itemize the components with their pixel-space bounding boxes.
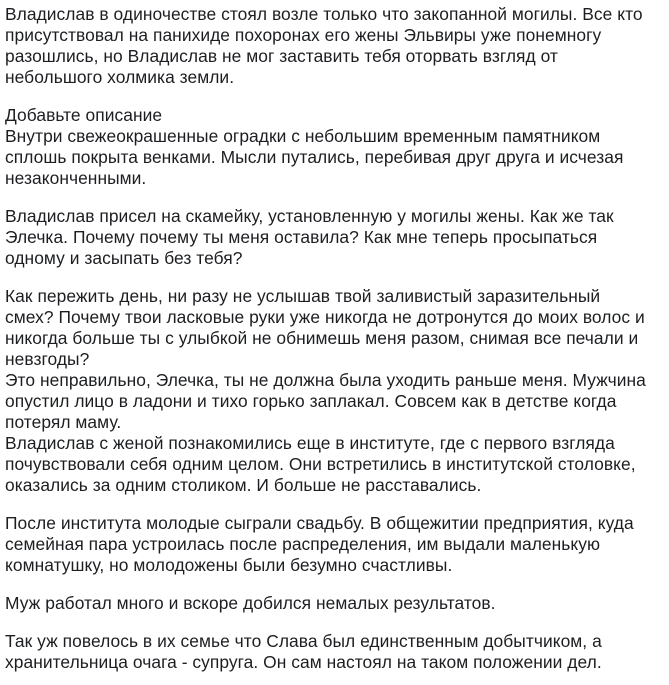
paragraph-1 [5,4,667,88]
text-line: Владислав присел на скамейку, установленную у могилы жены. Как же так [5,206,614,226]
paragraph-5 [5,513,667,576]
image-caption-placeholder[interactable]: Добавьте описание [5,105,163,125]
document-body [5,4,667,673]
text-line: Муж работал много и вскоре добился немалых результатов. [5,593,496,613]
text-line: почувствовали себя одним целом. Они встретились в институтской столовке, [5,454,636,474]
text-line: После института молодые сыграли свадьбу. В общежитии предприятия, куда [5,513,634,533]
text-line: семейная пара устроилась после распределения, им выдали маленькую [5,534,601,554]
text-line: оказались за одним столиком. И больше не расставались. [5,475,482,495]
paragraph-7 [5,631,667,673]
paragraph-spacer [5,88,667,105]
paragraph-2 [5,105,667,189]
text-line: невзгоды? [5,349,90,369]
text-line: незаконченными. [5,168,147,188]
text-line: сплошь покрыта венками. Мысли путались, перебивая друг друга и исчезая [5,147,624,167]
text-line: Элечка. Почему почему ты меня оставила? Как мне теперь просыпаться [5,227,598,247]
paragraph-spacer [5,269,667,286]
text-line: смех? Почему твои ласковые руки уже никогда не дотронутся до моих волос и [5,307,645,327]
text-line: никогда больше ты с улыбкой не обнимешь меня разом, снимая все печали и [5,328,639,348]
paragraph-spacer [5,576,667,593]
text-line: Внутри свежеокрашенные оградки с небольшим временным памятником [5,126,601,146]
text-line: Так уж повелось в их семье что Слава был единственным добытчиком, а [5,631,602,651]
paragraph-4 [5,286,667,496]
text-line: Владислав с женой познакомились еще в институте, где с первого взгляда [5,433,615,453]
paragraph-spacer [5,496,667,513]
text-line: комнатушку, но молодожены были безумно счастливы. [5,555,453,575]
paragraph-spacer [5,614,667,631]
paragraph-3 [5,206,667,269]
text-line: хранительница очага - супруга. Он сам настоял на таком положении дел. [5,652,602,672]
text-line: разошлись, но Владислав не мог заставить тебя оторвать взгляд от [5,46,558,66]
text-line: опустил лицо в ладони и тихо горько заплакал. Совсем как в детстве когда [5,391,617,411]
text-line: одному и засыпать без тебя? [5,248,243,268]
text-line: присутствовал на панихиде похоронах его жены Эльвиры уже понемногу [5,25,602,45]
text-line: Владислав в одиночестве стоял возле только что закопанной могилы. Все кто [5,4,643,24]
text-line: потерял маму. [5,412,122,432]
paragraph-6 [5,593,667,614]
text-line: Как пережить день, ни разу не услышав твой заливистый заразительный [5,286,601,306]
text-line: Это неправильно, Элечка, ты не должна была уходить раньше меня. Мужчина [5,370,646,390]
text-line: небольшого холмика земли. [5,67,235,87]
paragraph-spacer [5,189,667,206]
